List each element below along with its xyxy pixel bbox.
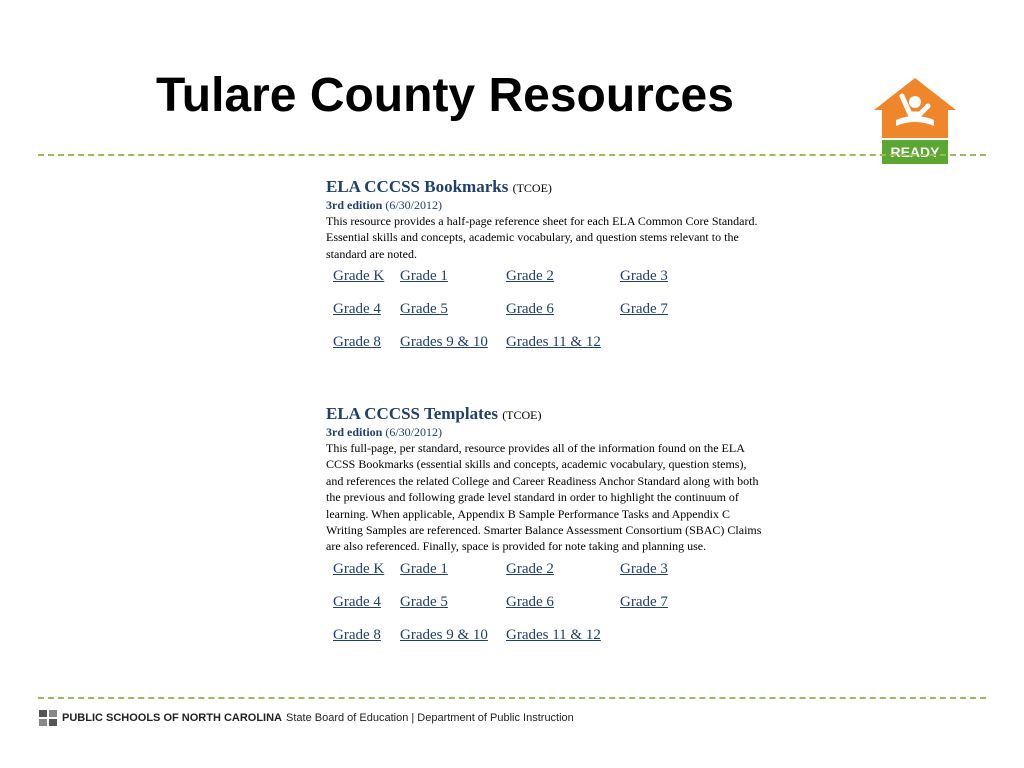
slide-title: Tulare County Resources (156, 69, 734, 122)
link-grade-5[interactable]: Grade 5 (400, 301, 448, 318)
link-grade-7[interactable]: Grade 7 (620, 301, 668, 318)
link-grade-3[interactable]: Grade 3 (620, 268, 668, 285)
link-grade-2[interactable]: Grade 2 (506, 560, 554, 577)
templates-section (326, 404, 766, 661)
nc-schools-logo-icon (38, 709, 58, 727)
link-grade-2[interactable]: Grade 2 (506, 268, 554, 285)
grade-links (326, 561, 766, 661)
link-grade-8[interactable]: Grade 8 (333, 334, 381, 351)
link-grades-9-10[interactable]: Grades 9 & 10 (400, 626, 488, 643)
section-description: This resource provides a half-page reference sheet for each ELA Common Core Standard. Essential skills and concepts, academic vocabulary, and question stems relevant to the standard are noted. (326, 214, 758, 261)
section-description: This full-page, per standard, resource provides all of the information found on the ELA CCSS Bookmarks (essential skills and concepts, academic vocabulary, question stems), and references the related College and Career Readiness Anchor Standard along with both the previous and following grade level standard in order to highlight the continuum of learning. When applicable, Appendix B Sample Performance Tasks and Appendix C Writing Samples are referenced. Smarter Balance Assessment Consortium (SBAC) Claims are also referenced. Finally, space is provided for note taking and planning use. (326, 441, 762, 554)
footer-org: PUBLIC SCHOOLS OF NORTH CAROLINA (62, 712, 282, 724)
link-grade-1[interactable]: Grade 1 (400, 560, 448, 577)
link-grades-11-12[interactable]: Grades 11 & 12 (506, 334, 601, 351)
link-grade-3[interactable]: Grade 3 (620, 560, 668, 577)
grade-links (326, 268, 766, 368)
bookmarks-section (326, 177, 766, 368)
edition-line (326, 198, 766, 213)
edition-line (326, 425, 766, 440)
link-grade-1[interactable]: Grade 1 (400, 268, 448, 285)
link-grade-k[interactable]: Grade K (333, 268, 385, 285)
link-grade-6[interactable]: Grade 6 (506, 301, 554, 318)
link-grade-4[interactable]: Grade 4 (333, 301, 381, 318)
footer (38, 709, 574, 727)
edition-date: (6/30/2012) (385, 198, 443, 212)
heading-text: ELA CCCSS Bookmarks (326, 177, 509, 196)
ready-logo (872, 76, 958, 166)
heading-text: ELA CCCSS Templates (326, 404, 498, 423)
edition-label: 3rd edition (326, 198, 383, 212)
link-grade-4[interactable]: Grade 4 (333, 593, 381, 610)
section-heading (326, 177, 766, 198)
link-grade-7[interactable]: Grade 7 (620, 593, 668, 610)
link-grades-11-12[interactable]: Grades 11 & 12 (506, 626, 601, 643)
top-divider (38, 154, 986, 156)
heading-source: (TCOE) (502, 408, 542, 422)
heading-source: (TCOE) (512, 181, 552, 195)
edition-date: (6/30/2012) (385, 425, 443, 439)
link-grade-5[interactable]: Grade 5 (400, 593, 448, 610)
bottom-divider (38, 697, 986, 699)
link-grade-8[interactable]: Grade 8 (333, 626, 381, 643)
edition-label: 3rd edition (326, 425, 383, 439)
section-heading (326, 404, 766, 425)
link-grades-9-10[interactable]: Grades 9 & 10 (400, 334, 488, 351)
logo-label: READY (890, 144, 940, 160)
link-grade-6[interactable]: Grade 6 (506, 593, 554, 610)
footer-text: State Board of Education | Department of Public Instruction (286, 712, 574, 724)
link-grade-k[interactable]: Grade K (333, 560, 385, 577)
